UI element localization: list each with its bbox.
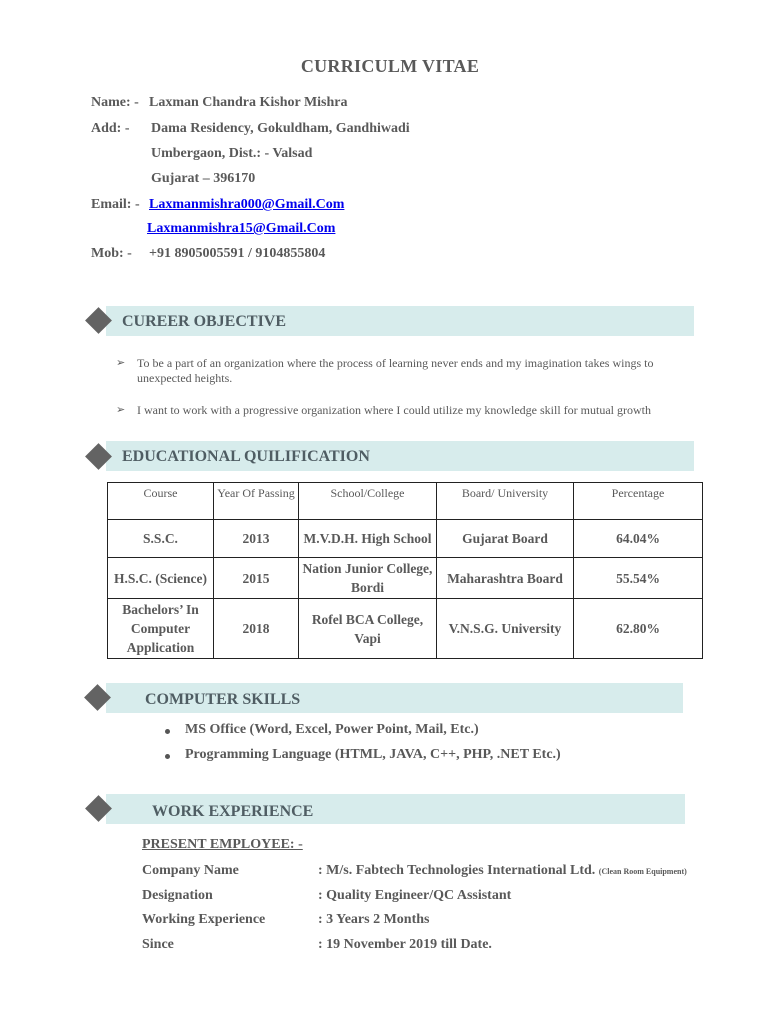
table-row bbox=[108, 599, 703, 659]
column-header: Course bbox=[108, 483, 214, 520]
table-cell: 64.04% bbox=[574, 520, 703, 558]
address-line-3: Gujarat – 396170 bbox=[151, 171, 256, 186]
page-title: CURRICULM VITAE bbox=[300, 56, 480, 76]
objective-heading: CUREER OBJECTIVE bbox=[122, 313, 287, 330]
skill-item-1: MS Office (Word, Excel, Power Point, Mail, Etc.) bbox=[185, 722, 479, 737]
table-cell: Gujarat Board bbox=[437, 520, 574, 558]
table-cell: 2013 bbox=[214, 520, 299, 558]
designation-value: : Quality Engineer/QC Assistant bbox=[318, 888, 512, 903]
name-value: Laxman Chandra Kishor Mishra bbox=[149, 95, 348, 110]
table-header-row bbox=[108, 483, 703, 520]
table-row bbox=[108, 520, 703, 558]
table-cell: H.S.C. (Science) bbox=[108, 558, 214, 599]
bullet-dot-icon bbox=[165, 754, 170, 759]
skills-heading: COMPUTER SKILLS bbox=[145, 691, 301, 708]
address-label: Add: - bbox=[91, 121, 130, 136]
table-cell: V.N.S.G. University bbox=[437, 599, 574, 659]
experience-label: Working Experience bbox=[142, 912, 266, 927]
address-line-2: Umbergaon, Dist.: - Valsad bbox=[151, 146, 313, 161]
column-header: School/College bbox=[299, 483, 437, 520]
mobile-label: Mob: - bbox=[91, 246, 132, 261]
mobile-value: +91 8905005591 / 9104855804 bbox=[149, 246, 326, 261]
table-cell: Nation Junior College, Bordi bbox=[299, 558, 437, 599]
present-employee-heading: PRESENT EMPLOYEE: - bbox=[142, 837, 303, 852]
table-row bbox=[108, 558, 703, 599]
name-label: Name: - bbox=[91, 95, 139, 110]
email-link-1[interactable]: Laxmanmishra000@Gmail.Com bbox=[149, 197, 345, 212]
skill-item-2: Programming Language (HTML, JAVA, C++, PHP, .NET Etc.) bbox=[185, 747, 561, 762]
table-cell: 2018 bbox=[214, 599, 299, 659]
arrow-bullet-icon: ➢ bbox=[116, 404, 126, 416]
column-header: Percentage bbox=[574, 483, 703, 520]
table-cell: M.V.D.H. High School bbox=[299, 520, 437, 558]
arrow-bullet-icon: ➢ bbox=[116, 357, 126, 369]
company-value bbox=[318, 863, 687, 879]
company-note: (Clean Room Equipment) bbox=[598, 867, 687, 876]
bullet-dot-icon bbox=[165, 729, 170, 734]
table-cell: Rofel BCA College, Vapi bbox=[299, 599, 437, 659]
work-heading: WORK EXPERIENCE bbox=[152, 803, 314, 820]
since-label: Since bbox=[142, 937, 174, 952]
designation-label: Designation bbox=[142, 888, 213, 903]
table-cell: Bachelors’ In Computer Application bbox=[108, 599, 214, 659]
education-heading: EDUCATIONAL QUILIFICATION bbox=[122, 448, 370, 465]
since-value: : 19 November 2019 till Date. bbox=[318, 937, 492, 952]
table-cell: 62.80% bbox=[574, 599, 703, 659]
objective-item-2: I want to work with a progressive organization where I could utilize my knowledge skill for mutual growth bbox=[137, 403, 651, 417]
experience-value: : 3 Years 2 Months bbox=[318, 912, 430, 927]
education-table bbox=[107, 482, 703, 659]
table-cell: S.S.C. bbox=[108, 520, 214, 558]
email-link-2[interactable]: Laxmanmishra15@Gmail.Com bbox=[147, 221, 336, 236]
objective-item-1: To be a part of an organization where the process of learning never ends and my imagination takes wings to unexpected heights. bbox=[137, 356, 654, 385]
table-cell: 2015 bbox=[214, 558, 299, 599]
column-header: Year Of Passing bbox=[214, 483, 299, 520]
email-label: Email: - bbox=[91, 197, 140, 212]
table-cell: 55.54% bbox=[574, 558, 703, 599]
company-label: Company Name bbox=[142, 863, 239, 878]
address-line-1: Dama Residency, Gokuldham, Gandhiwadi bbox=[151, 121, 410, 136]
table-cell: Maharashtra Board bbox=[437, 558, 574, 599]
column-header: Board/ University bbox=[437, 483, 574, 520]
company-name: : M/s. Fabtech Technologies International Ltd. bbox=[318, 863, 596, 878]
